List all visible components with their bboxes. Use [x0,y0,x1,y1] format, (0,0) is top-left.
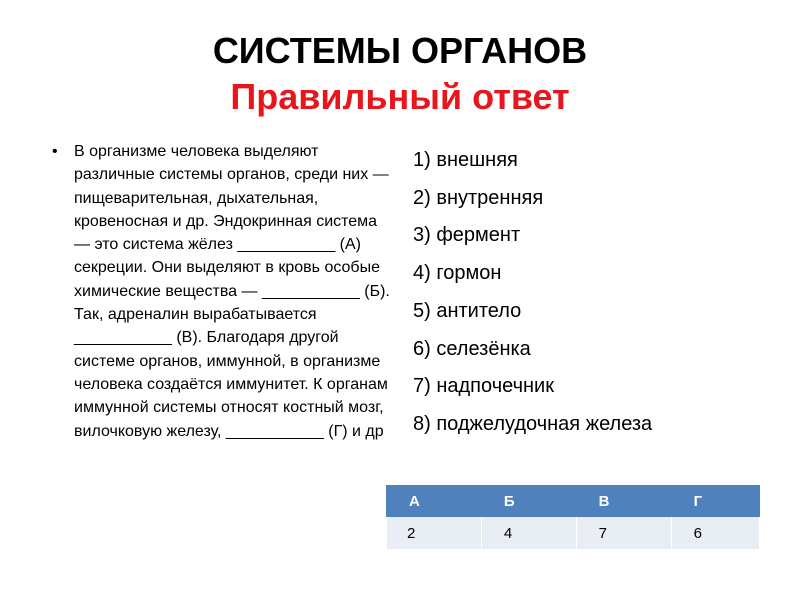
bullet-marker: • [52,143,58,160]
task-text: В организме человека выделяют различные системы органов, среди них — пищеварительная, дыхательная, кровеносная и др. Эндокринная система — это система жёлез ___________ (А) секреции. Они выделяют в кровь особые химические вещества — ___________ (Б). Так, адреналин вырабатывается ___________ (В). Благодаря другой системе органов, иммунной, в организме человека создаётся иммунитет. К органам иммунной системы относят костный мозг, вилочковую железу, ___________ (Г) и др [74,143,390,440]
answer-option: 7) надпочечник [413,375,554,398]
header-cell-v: В [576,486,671,517]
answer-option: 3) фермент [413,224,521,247]
answer-table-header-row [387,486,760,517]
answer-options-list [413,142,793,444]
answer-option: 4) гормон [413,262,502,285]
answer-table [386,485,760,550]
value-cell-b: 4 [481,517,576,550]
header-cell-a: А [387,486,482,517]
answer-option: 1) внешняя [413,149,518,171]
task-text-bullet [52,140,392,443]
header-cell-g: Г [671,486,759,517]
slide-subtitle: Правильный ответ [230,76,570,117]
header-cell-b: Б [481,486,576,517]
answer-option: 2) внутренняя [413,186,544,209]
value-cell-a: 2 [387,517,482,550]
slide-title: СИСТЕМЫ ОРГАНОВ [212,30,588,71]
slide-title-block [0,28,800,120]
answer-option: 8) поджелудочная железа [413,412,653,435]
value-cell-v: 7 [576,517,671,550]
answer-table-value-row [387,517,760,550]
answer-option: 5) антитело [413,299,522,322]
value-cell-g: 6 [671,517,759,550]
answer-option: 6) селезёнка [413,337,531,360]
